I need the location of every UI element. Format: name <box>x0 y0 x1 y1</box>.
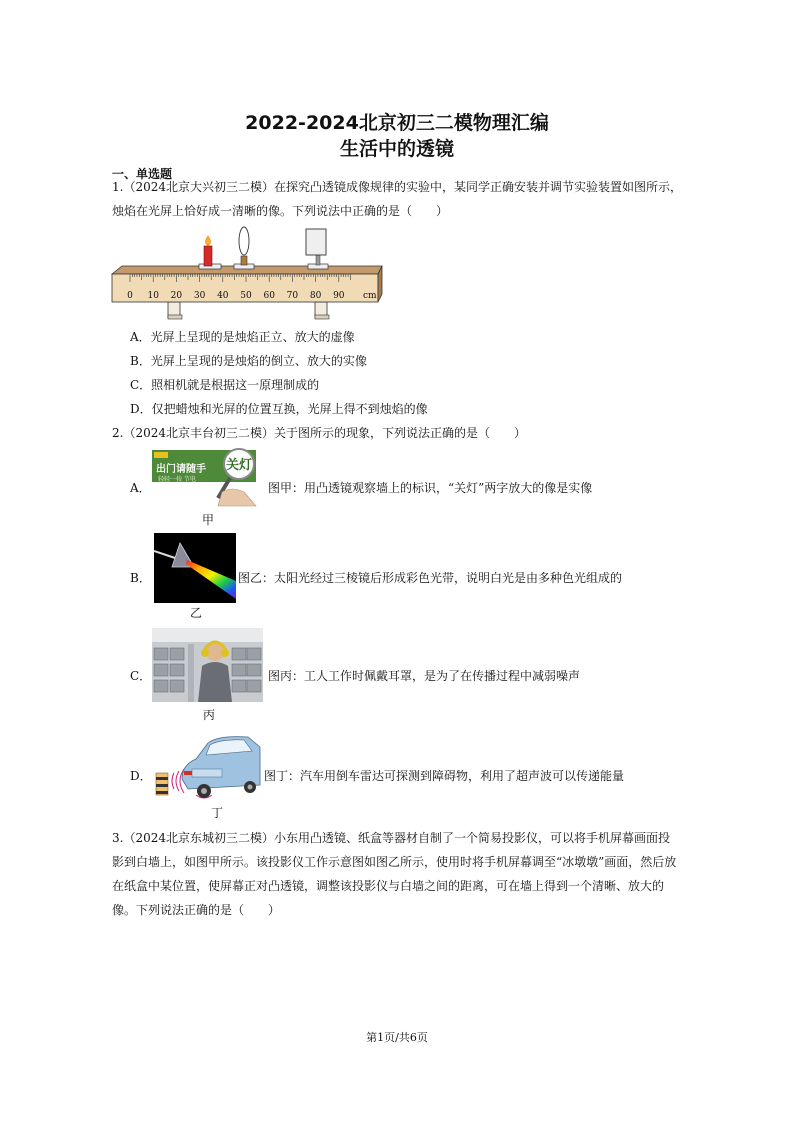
ruler-tick-label: 70 <box>286 291 299 301</box>
document-title: 2022-2024北京初三二模物理汇编 <box>245 112 549 134</box>
ruler-tick-label: 40 <box>217 291 229 301</box>
q1-option-a: A．光屏上呈现的是烛焰正立、放大的虚像 <box>130 330 355 344</box>
q1-option-c: C．照相机就是根据这一原理制成的 <box>130 378 320 392</box>
car-reversing-radar-photo <box>152 729 262 803</box>
figure-label-jia: 甲 <box>202 513 215 527</box>
sign-magnified-text: 关灯 <box>226 458 253 473</box>
q2-stem: 2.（2024北京丰台初三二模）关于图所示的现象，下列说法正确的是（ ） <box>112 426 526 440</box>
ruler-tick-label: 10 <box>147 291 159 301</box>
ruler-tick-label: 80 <box>309 291 322 301</box>
figure-label-bing: 丙 <box>203 708 216 722</box>
page-footer: 第1页/共6页 <box>366 1031 428 1044</box>
sign-main-text: 出门请随手 <box>156 464 206 475</box>
document-subtitle: 生活中的透镜 <box>339 138 454 160</box>
q2-option-c-text: 图丙：工人工作时佩戴耳罩，是为了在传播过程中减弱噪声 <box>268 669 581 683</box>
ruler-unit: cm <box>363 291 377 301</box>
optical-bench-figure <box>110 224 385 320</box>
sign-magnifier-photo <box>152 448 265 508</box>
ruler-tick-label: 0 <box>127 291 133 301</box>
sign-sub-text: 轻轻一按 节电 <box>158 476 196 483</box>
q3-line1: 3.（2024北京东城初三二模）小东用凸透镜、纸盒等器材自制了一个简易投影仪，可以将手机屏幕画面投 <box>112 831 670 845</box>
q2-option-a-text: 图甲：用凸透镜观察墙上的标识，“关灯”两字放大的像是实像 <box>268 481 593 495</box>
q2-option-d-letter: D． <box>130 769 152 783</box>
factory-worker-photo <box>152 628 263 702</box>
ruler-tick-label: 50 <box>240 291 252 301</box>
q2-option-d-text: 图丁：汽车用倒车雷达可探测到障碍物，利用了超声波可以传递能量 <box>264 769 625 783</box>
q2-option-c-letter: C． <box>130 669 152 683</box>
figure-label-yi: 乙 <box>190 606 203 620</box>
q1-stem-line1: 1.（2024北京大兴初三二模）在探究凸透镜成像规律的实验中，某同学正确安装并调节实验装置如图所示， <box>112 180 682 194</box>
q3-line2: 影到白墙上，如图甲所示。该投影仪工作示意图如图乙所示，使用时将手机屏幕调至“冰墩墩”画面，然后放 <box>112 855 677 869</box>
q1-option-b: B．光屏上呈现的是烛焰的倒立、放大的实像 <box>130 354 367 368</box>
figure-label-ding: 丁 <box>211 806 224 820</box>
q2-option-a-letter: A． <box>130 481 151 495</box>
ruler-tick-label: 30 <box>193 291 206 301</box>
section-heading: 一、单选题 <box>112 167 173 181</box>
q2-option-b-letter: B． <box>130 571 151 585</box>
ruler-tick-label: 60 <box>263 291 275 301</box>
q3-line3: 在纸盒中某位置，使屏幕正对凸透镜，调整该投影仪与白墙之间的距离，可在墙上得到一个清晰、放大的 <box>112 879 665 893</box>
q3-line4: 像。下列说法正确的是（ ） <box>112 903 281 917</box>
q1-option-d: D．仅把蜡烛和光屏的位置互换，光屏上得不到烛焰的像 <box>130 402 428 416</box>
q2-option-b-text: 图乙：太阳光经过三棱镜后形成彩色光带，说明白光是由多种色光组成的 <box>238 571 623 585</box>
ruler-tick-label: 20 <box>170 291 183 301</box>
q1-stem-line2: 烛焰在光屏上恰好成一清晰的像。下列说法中正确的是（ ） <box>112 204 449 218</box>
prism-spectrum-photo <box>154 533 236 603</box>
ruler-tick-label: 90 <box>333 291 345 301</box>
